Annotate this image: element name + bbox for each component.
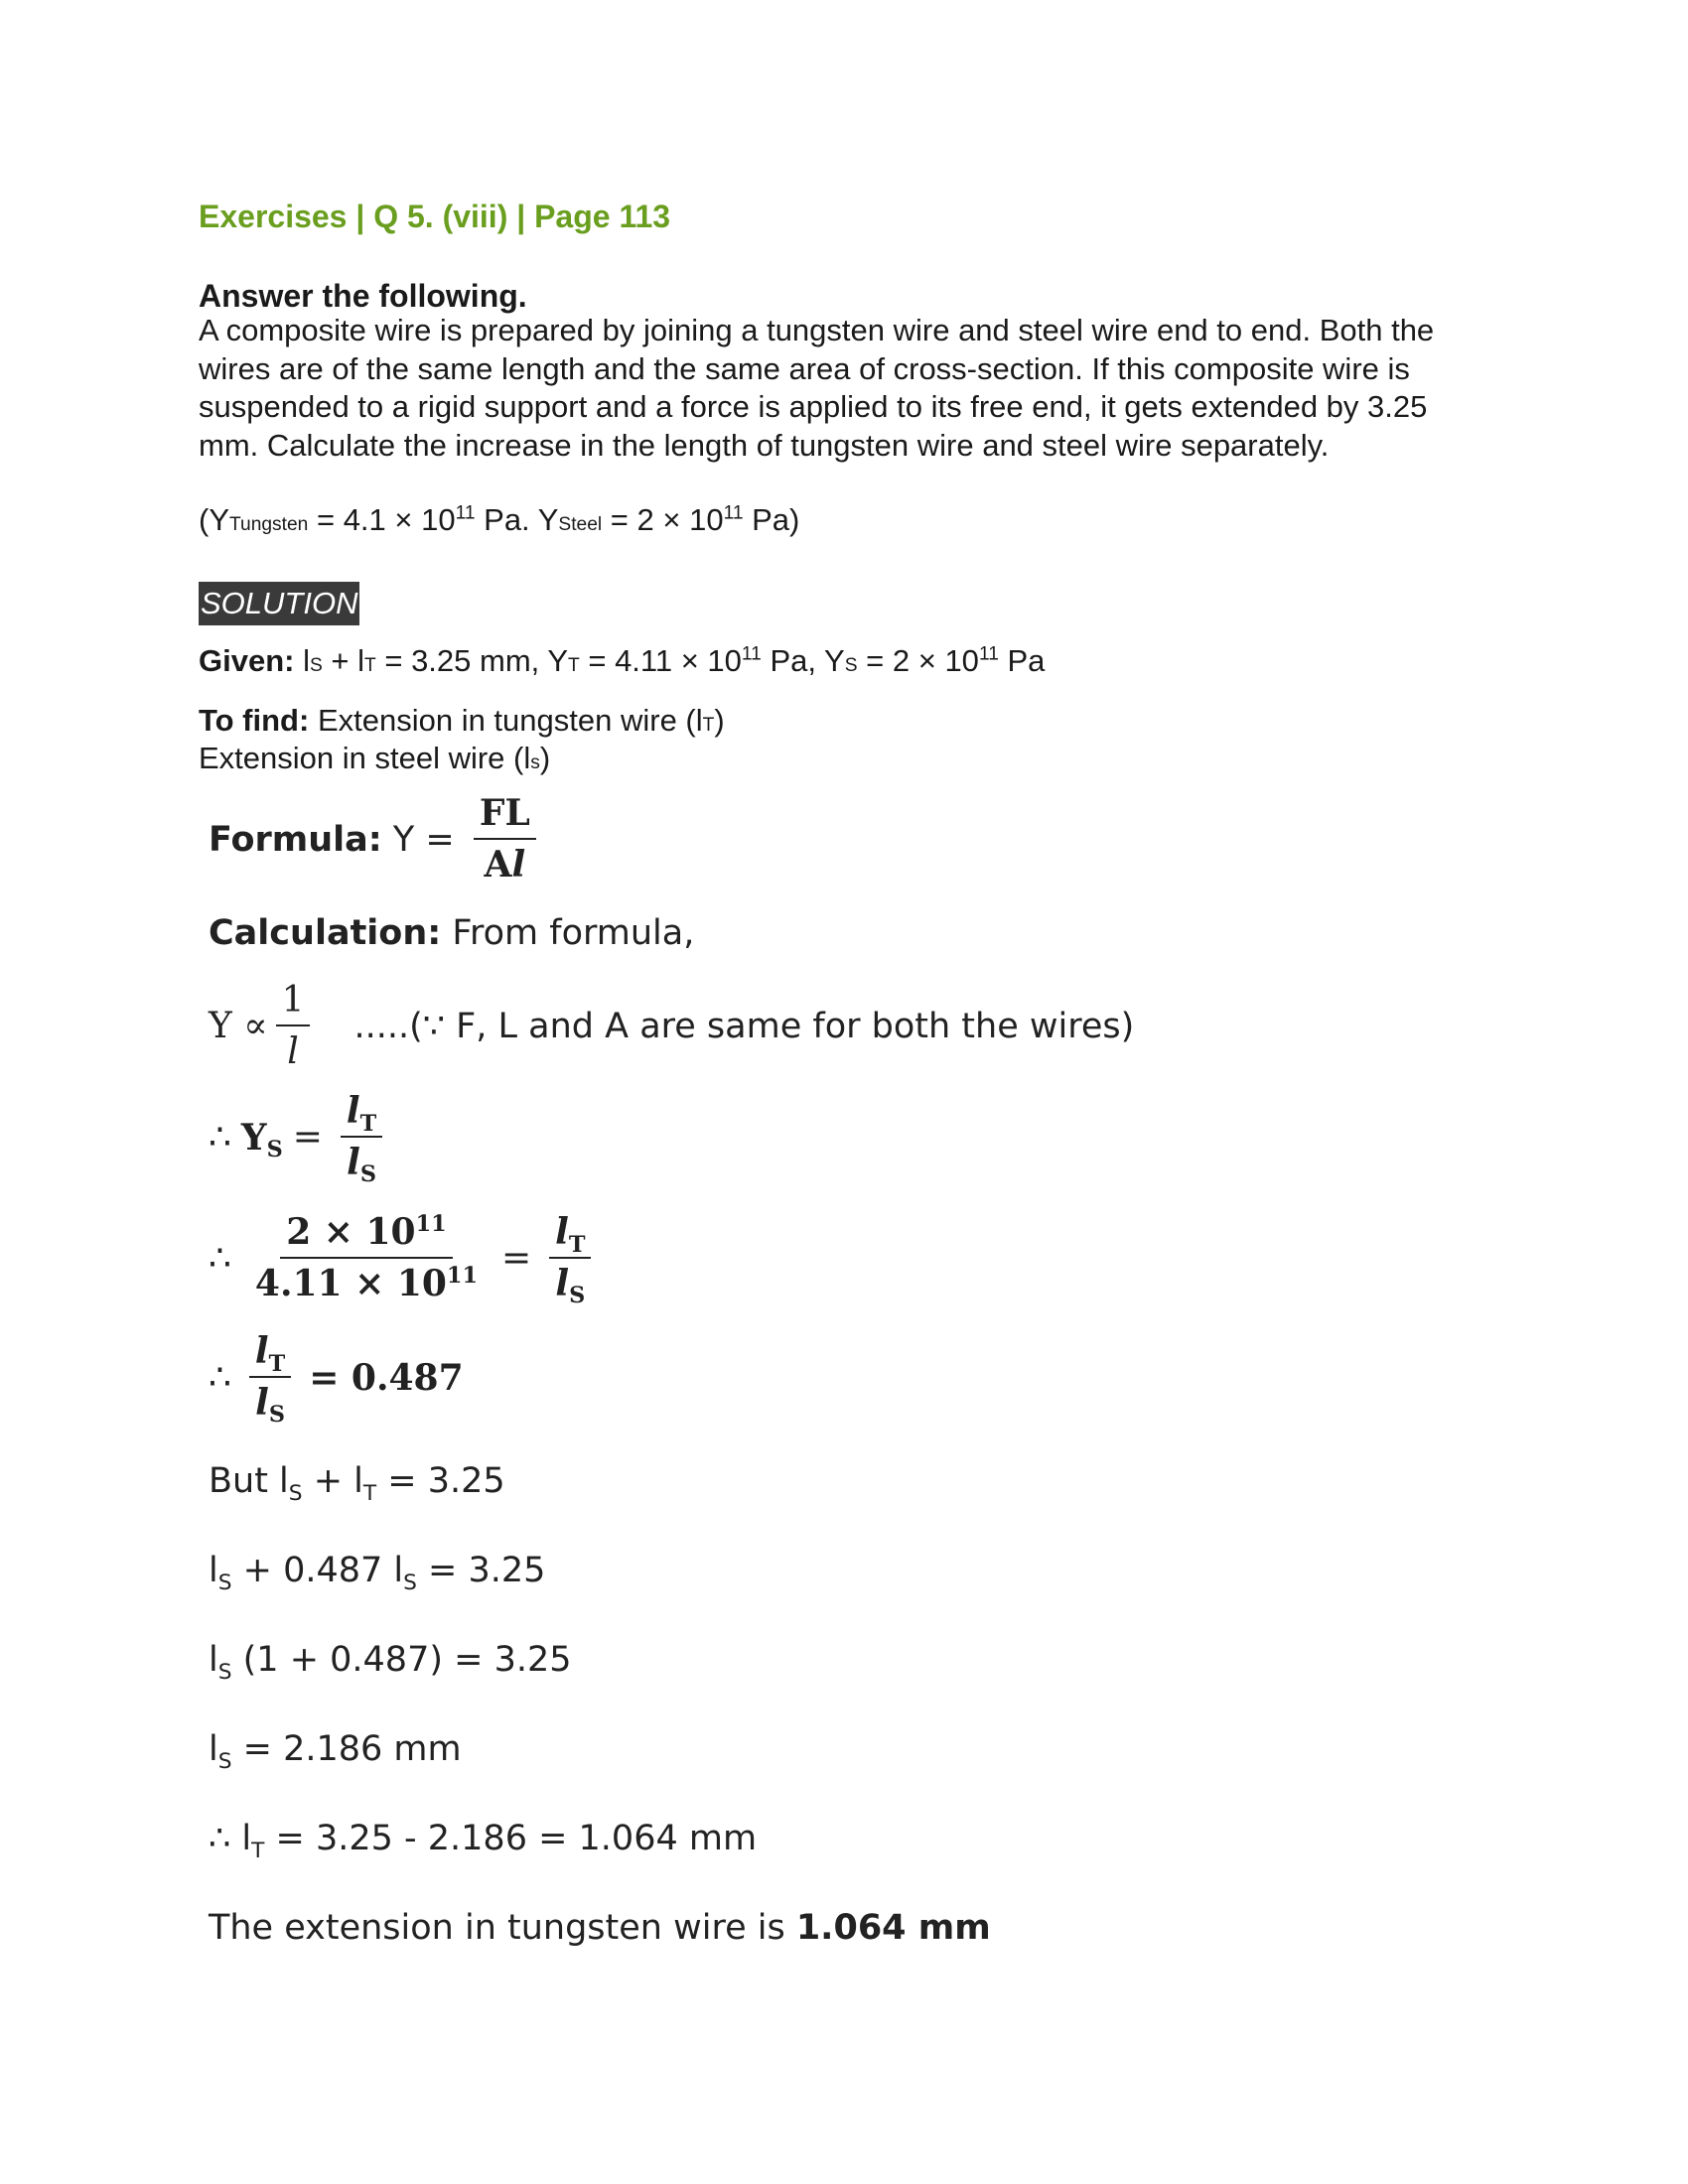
ratio-line-1: ∴ $Y_S$ = $\frac{l_T}{l_S}$ [209,1092,390,1182]
question-body: A composite wire is prepared by joining a tungsten wire and steel wire end to end. Both the wires are of the same length and the same area of cross-section. If this composite wire is suspended to a rigid support and a force is applied to its free end, it gets extended by 3.25 mm. Calculate the increase in the length of tungsten wire and steel wire separately. [199,313,1435,463]
calc-line-5: ∴ $l_T = 3.25 - 2.186 = 1.064$ mm [209,1819,758,1863]
to-find-line-1: To find: Extension in tungsten wire (lT) [199,703,725,738]
solution-label: SOLUTION [199,582,359,625]
calc-line-4: $l_S = 2.186$ mm [209,1729,462,1774]
question-title: Answer the following. [199,278,527,314]
question-given-values: (YTungsten = $4.1 \times 10^{11}$ Pa. YSteel = $2 \times 10^{11}$ Pa) [199,502,800,537]
calc-line-2: $l_S + 0.487$ $l_S = 3.25$ [209,1551,546,1595]
calculation-line: Calculation: From formula, [209,913,695,953]
to-find-line-2: Extension in steel wire (ls) [199,741,551,775]
final-answer: The extension in tungsten wire is 1.064 mm [209,1908,991,1948]
exercise-heading: Exercises | Q 5. (viii) | Page 113 [199,199,671,234]
calc-line-3: $l_S$ (1 + 0.487) = 3.25 [209,1640,572,1685]
given-line: Given: lS + lT = 3.25 mm, YT = $4.11 \times 10^{11}$ Pa, YS = $2 \times 10^{11}$ Pa [199,643,1046,678]
calc-line-1: But $l_S + l_T = 3.25$ [209,1461,505,1506]
proportionality-line: Y ∝ $\frac{1}{l}$ .....(∵ F, L and A are same for both the wires) [209,980,1135,1072]
formula-line: Formula: Y = $\frac{FL}{Al}$ [209,794,544,885]
formula-fraction: $\frac{FL}{Al}$ [474,794,536,885]
ratio-line-3: ∴ $\frac{l_T}{l_S}$ = 0.487 [209,1330,464,1429]
ratio-line-2: ∴ $\frac{2 \times 10^{11}}{4.11 \times 10^{11}}$ = $\frac{l_T}{l_S}$ [209,1213,599,1303]
